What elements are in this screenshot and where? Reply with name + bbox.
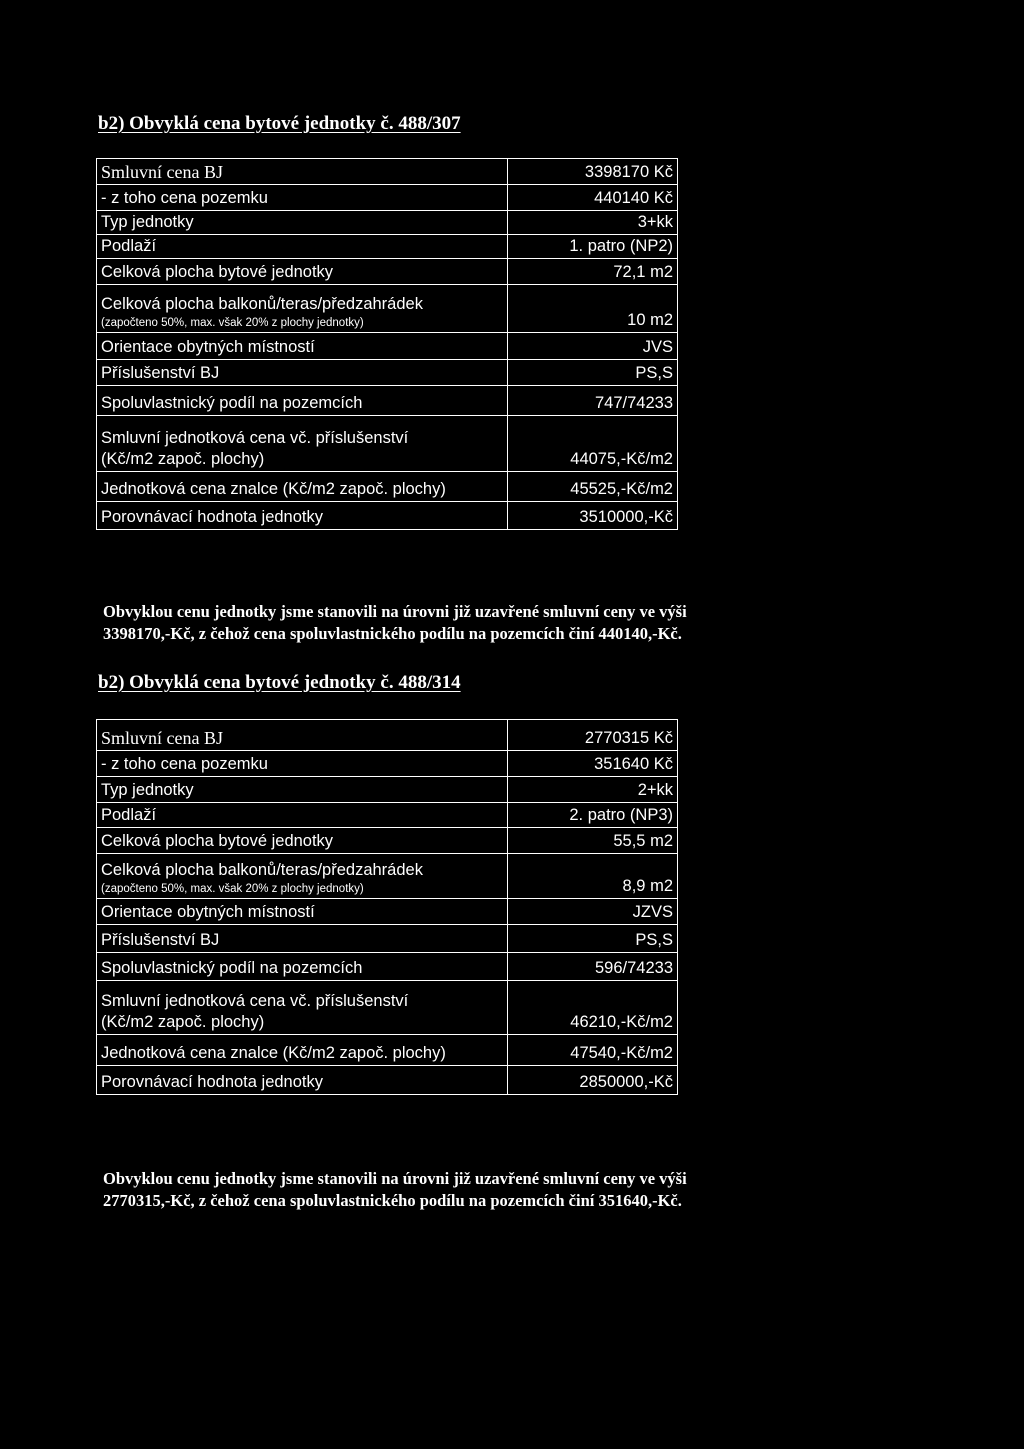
row-label: Typ jednotky (101, 781, 194, 799)
row-value: PS,S (507, 360, 677, 385)
row-label: Orientace obytných místností (101, 903, 315, 921)
section-1-paragraph (103, 601, 903, 645)
paragraph-line: Obvyklou cenu jednotky jsme stanovili na úrovni již uzavřené smluvní ceny ve výši (103, 602, 687, 621)
row-label: Smluvní cena BJ (101, 162, 223, 182)
table-row (97, 333, 677, 360)
row-label-main: Smluvní jednotková cena vč. příslušenství (101, 992, 409, 1010)
row-label: Orientace obytných místností (101, 338, 315, 356)
row-label: Smluvní cena BJ (101, 728, 223, 748)
table-row (97, 953, 677, 981)
table-row (97, 159, 677, 185)
row-label-unit: (Kč/m2 započ. plochy) (101, 1013, 265, 1031)
row-label: Podlaží (101, 806, 157, 824)
row-label: Spoluvlastnický podíl na pozemcích (101, 959, 363, 977)
row-value: PS,S (507, 925, 677, 952)
table-row (97, 854, 677, 899)
row-label: Typ jednotky (101, 213, 194, 231)
table-row (97, 472, 677, 502)
row-value: JVS (507, 333, 677, 359)
paragraph-line: Obvyklou cenu jednotky jsme stanovili na úrovni již uzavřené smluvní ceny ve výši (103, 1169, 687, 1188)
table-row (97, 416, 677, 472)
table-row (97, 899, 677, 925)
table-row (97, 803, 677, 828)
valuation-table-1 (96, 158, 678, 530)
row-value: 10 m2 (507, 285, 677, 332)
row-label: Porovnávací hodnota jednotky (101, 508, 323, 526)
table-row (97, 981, 677, 1035)
row-value: 2. patro (NP3) (507, 803, 677, 827)
row-label (97, 860, 507, 898)
row-label: Podlaží (101, 237, 157, 255)
row-value: 351640 Kč (507, 751, 677, 776)
row-label: Porovnávací hodnota jednotky (101, 1073, 323, 1091)
paragraph-line: 2770315,-Kč, z čehož cena spoluvlastnického podílu na pozemcích činí 351640,-Kč. (103, 1191, 682, 1210)
table-row (97, 720, 677, 751)
row-value: 55,5 m2 (507, 828, 677, 853)
row-label: Celková plocha bytové jednotky (101, 832, 334, 850)
row-value: 2+kk (507, 777, 677, 802)
row-value: 8,9 m2 (507, 854, 677, 898)
table-row (97, 386, 677, 416)
row-value: 47540,-Kč/m2 (507, 1035, 677, 1065)
row-value: 1. patro (NP2) (507, 235, 677, 258)
row-value: 747/74233 (507, 386, 677, 415)
row-label-main: Smluvní jednotková cena vč. příslušenství (101, 429, 409, 447)
table-row (97, 259, 677, 285)
table-row (97, 360, 677, 386)
row-value: 72,1 m2 (507, 259, 677, 284)
row-value: 46210,-Kč/m2 (507, 981, 677, 1034)
row-label: - z toho cena pozemku (101, 755, 268, 773)
section-1-heading: b2) Obvyklá cena bytové jednotky č. 488/307 (98, 113, 461, 134)
row-value: 440140 Kč (507, 185, 677, 210)
table-row (97, 185, 677, 211)
row-value: 45525,-Kč/m2 (507, 472, 677, 501)
row-label: Příslušenství BJ (101, 364, 220, 382)
valuation-table-2 (96, 719, 678, 1095)
row-label-main: Celková plocha balkonů/teras/předzahrádek (101, 295, 423, 313)
row-value: 3398170 Kč (507, 159, 677, 184)
row-value: JZVS (507, 899, 677, 924)
row-label (97, 294, 507, 332)
row-label-unit: (Kč/m2 započ. plochy) (101, 450, 265, 468)
table-row (97, 1035, 677, 1066)
section-2-paragraph (103, 1168, 903, 1212)
table-row (97, 751, 677, 777)
row-label-main: Celková plocha balkonů/teras/předzahrádek (101, 861, 423, 879)
row-label-note: (započteno 50%, max. však 20% z plochy jednotky) (101, 883, 364, 895)
row-value: 44075,-Kč/m2 (507, 416, 677, 471)
row-label (97, 428, 507, 471)
table-row (97, 1066, 677, 1094)
row-value: 3+kk (507, 211, 677, 234)
table-row (97, 235, 677, 259)
row-value: 2850000,-Kč (507, 1066, 677, 1094)
table-row (97, 777, 677, 803)
section-2-heading: b2) Obvyklá cena bytové jednotky č. 488/314 (98, 672, 461, 693)
paragraph-line: 3398170,-Kč, z čehož cena spoluvlastnického podílu na pozemcích činí 440140,-Kč. (103, 624, 682, 643)
table-row (97, 285, 677, 333)
row-value: 2770315 Kč (507, 720, 677, 750)
row-label: Příslušenství BJ (101, 931, 220, 949)
row-label: Celková plocha bytové jednotky (101, 263, 334, 281)
row-label: - z toho cena pozemku (101, 189, 268, 207)
row-label (97, 991, 507, 1034)
table-row (97, 828, 677, 854)
row-value: 3510000,-Kč (507, 502, 677, 529)
table-row (97, 211, 677, 235)
table-row (97, 502, 677, 529)
row-label: Jednotková cena znalce (Kč/m2 započ. plochy) (101, 1044, 446, 1062)
row-value: 596/74233 (507, 953, 677, 980)
row-label: Jednotková cena znalce (Kč/m2 započ. plochy) (101, 480, 446, 498)
row-label: Spoluvlastnický podíl na pozemcích (101, 394, 363, 412)
table-row (97, 925, 677, 953)
row-label-note: (započteno 50%, max. však 20% z plochy jednotky) (101, 317, 364, 329)
